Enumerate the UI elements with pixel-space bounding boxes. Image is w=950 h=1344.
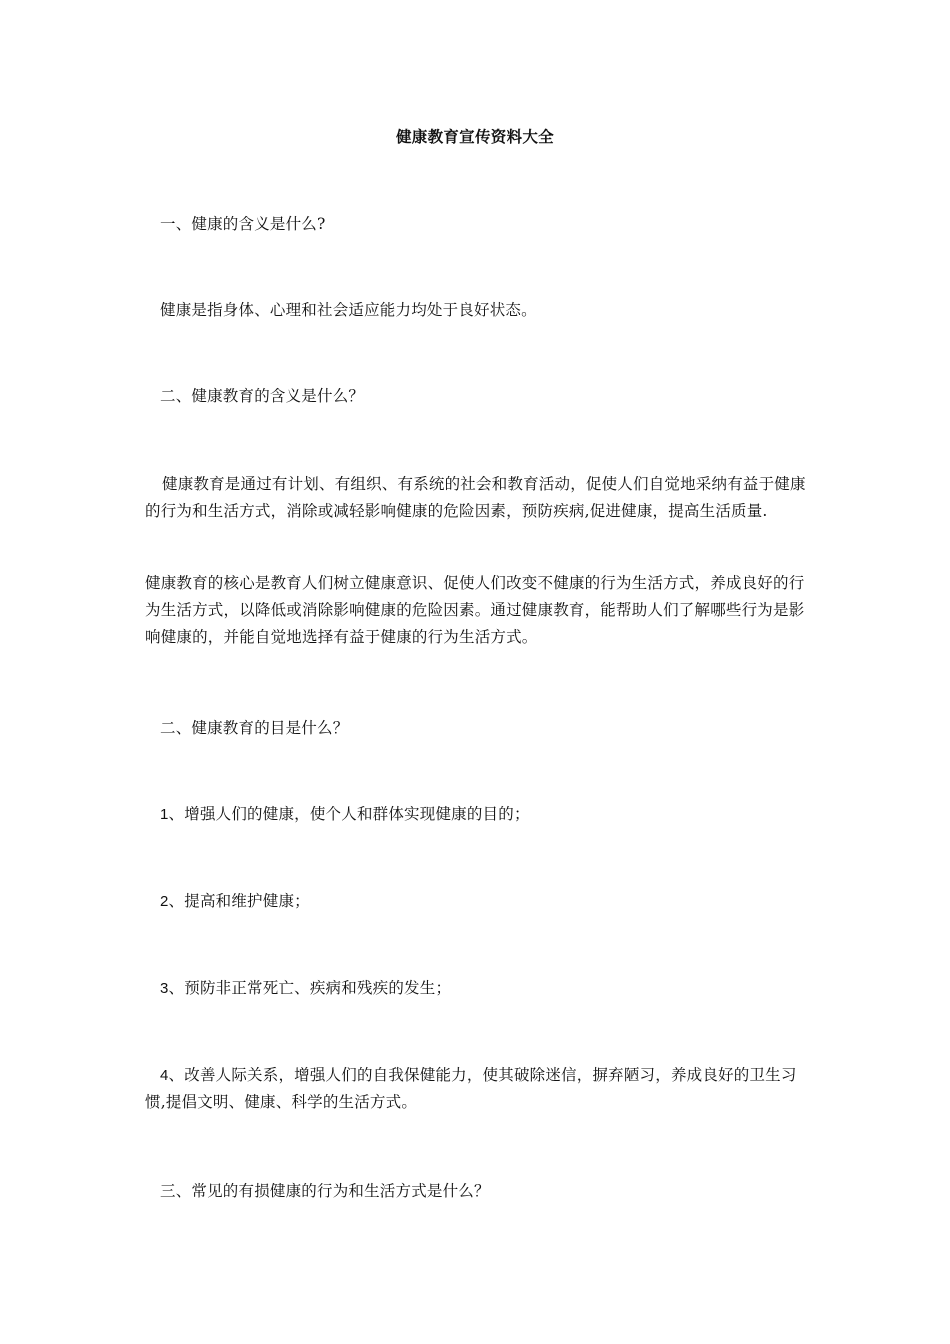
answer-paragraph-2a: 健康教育是通过有计划、有组织、有系统的社会和教育活动，促使人们自觉地采纳有益于健康的行为和生活方式，消除或减轻影响健康的危险因素，预防疾病,促进健康，提高生活质量. xyxy=(145,475,806,520)
goal-text: 、提高和维护健康； xyxy=(168,892,310,910)
answer-paragraph-2b: 健康教育的核心是教育人们树立健康意识、促使人们改变不健康的行为生活方式，养成良好的行为生活方式，以降低或消除影响健康的危险因素。通过健康教育，能帮助人们了解哪些行为是影响健康的，并能自觉地选择有益于健康的行为生活方式。 xyxy=(145,574,805,646)
document-title: 健康教育宣传资料大全 xyxy=(395,127,554,146)
goal-number: 2 xyxy=(160,893,169,910)
goal-number: 3 xyxy=(160,980,169,997)
question-heading-4: 三、常见的有损健康的行为和生活方式是什么？ xyxy=(160,1182,490,1200)
goal-item-4 xyxy=(145,1062,809,1116)
question-heading-3: 二、健康教育的目是什么？ xyxy=(160,719,349,737)
goal-text: 、增强人们的健康，使个人和群体实现健康的目的； xyxy=(168,805,530,823)
goal-number: 1 xyxy=(160,806,169,823)
answer-paragraph-1: 健康是指身体、心理和社会适应能力均处于良好状态。 xyxy=(160,301,537,319)
goal-number: 4 xyxy=(160,1067,169,1084)
goal-item-3 xyxy=(145,975,809,1002)
question-heading-2: 二、健康教育的含义是什么？ xyxy=(160,387,365,405)
goal-text: 、改善人际关系，增强人们的自我保健能力，使其破除迷信，摒弃陋习，养成良好的卫生习惯,提倡文明、健康、科学的生活方式。 xyxy=(145,1066,797,1111)
question-heading-1: 一、健康的含义是什么? xyxy=(160,215,326,233)
goal-item-2 xyxy=(145,888,809,915)
goal-item-1 xyxy=(145,801,809,828)
goal-text: 、预防非正常死亡、疾病和残疾的发生； xyxy=(168,979,452,997)
